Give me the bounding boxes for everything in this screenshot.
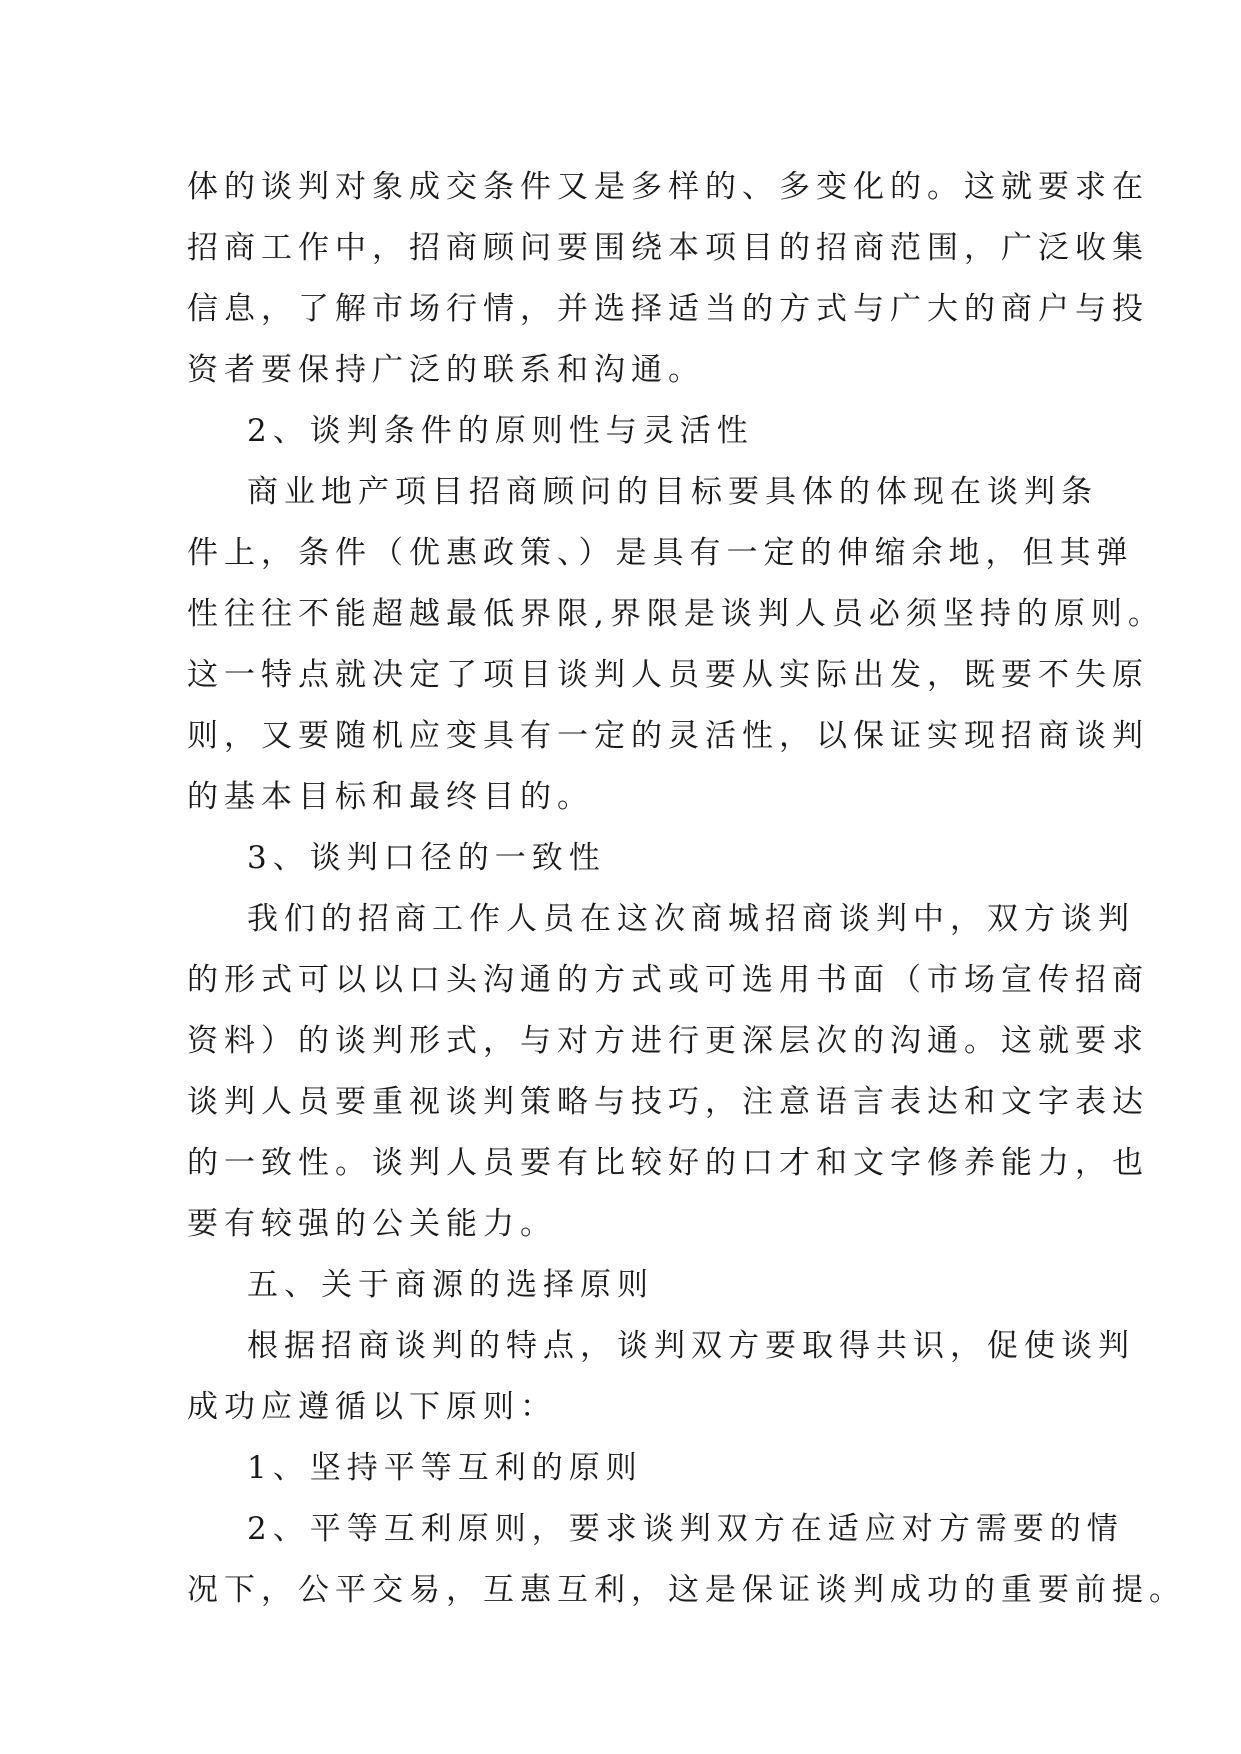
text-line: 根据招商谈判的特点，谈判双方要取得共识，促使谈判 (247, 1328, 1135, 1364)
text-line: 性往往不能超越最低界限,界限是谈判人员必须坚持的原则。 (187, 596, 1165, 632)
body-text (187, 157, 1186, 1621)
text-line: 件上，条件（优惠政策、）是具有一定的伸缩余地，但其弹 (187, 535, 1134, 571)
section-heading: 1、坚持平等互利的原则 (247, 1450, 643, 1486)
text-line: 资者要保持广泛的联系和沟通。 (187, 352, 705, 388)
text-line: 信息，了解市场行情，并选择适当的方式与广大的商户与投 (187, 291, 1149, 327)
text-line: 体的谈判对象成交条件又是多样的、多变化的。这就要求在 (187, 169, 1149, 205)
text-line: 谈判人员要重视谈判策略与技巧，注意语言表达和文字表达 (187, 1084, 1149, 1120)
text-line: 的形式可以以口头沟通的方式或可选用书面（市场宣传招商 (187, 962, 1149, 998)
text-line: 则，又要随机应变具有一定的灵活性，以保证实现招商谈判 (187, 718, 1149, 754)
section-heading: 2、谈判条件的原则性与灵活性 (247, 413, 754, 449)
text-line: 的一致性。谈判人员要有比较好的口才和文字修养能力，也 (187, 1145, 1149, 1181)
text-line: 招商工作中，招商顾问要围绕本项目的招商范围，广泛收集 (187, 230, 1149, 266)
text-line: 况下，公平交易，互惠互利，这是保证谈判成功的重要前提。 (187, 1572, 1186, 1608)
text-line: 要有较强的公关能力。 (187, 1206, 557, 1242)
text-line: 2、平等互利原则，要求谈判双方在适应对方需要的情 (247, 1511, 1124, 1547)
section-heading: 3、谈判口径的一致性 (247, 840, 606, 876)
text-line: 商业地产项目招商顾问的目标要具体的体现在谈判条 (247, 474, 1098, 510)
text-line: 我们的招商工作人员在这次商城招商谈判中，双方谈判 (247, 901, 1135, 937)
text-line: 资料）的谈判形式，与对方进行更深层次的沟通。这就要求 (187, 1023, 1149, 1059)
text-line: 的基本目标和最终目的。 (187, 779, 594, 815)
text-line: 成功应遵循以下原则： (187, 1389, 557, 1425)
text-line: 这一特点就决定了项目谈判人员要从实际出发，既要不失原 (187, 657, 1149, 693)
section-heading: 五、关于商源的选择原则 (247, 1267, 654, 1303)
